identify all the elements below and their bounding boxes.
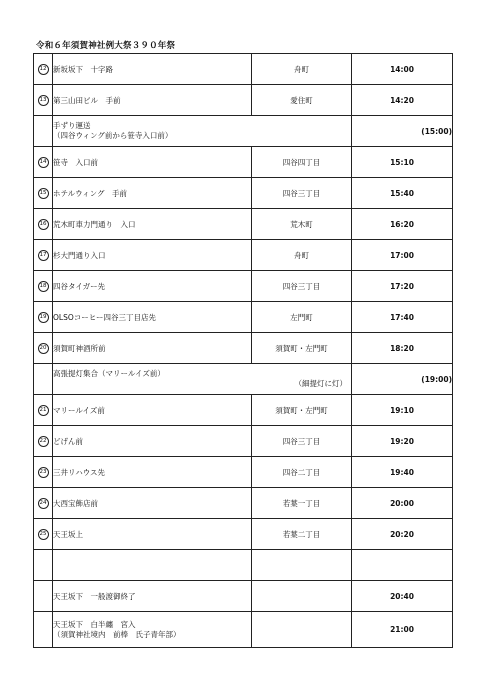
row-number — [34, 612, 53, 648]
table-row — [34, 116, 453, 147]
circled-number: 13 — [38, 95, 49, 106]
row-number — [34, 271, 53, 302]
circled-number: 16 — [38, 219, 49, 230]
place-cell: マリールイズ前 — [53, 395, 252, 426]
area-cell: 四谷二丁目 — [252, 457, 352, 488]
document-title: 令和６年須賀神社例大祭３９０年祭 — [36, 41, 176, 51]
place-subline: （四谷ウィング前から笹寺入口前） — [53, 131, 173, 140]
table-row — [34, 457, 453, 488]
table-row — [34, 333, 453, 364]
table-row — [34, 240, 453, 271]
time-cell: 17:20 — [352, 271, 453, 302]
place-cell: どげん前 — [53, 426, 252, 457]
area-cell: 四谷三丁目 — [252, 178, 352, 209]
place-line: 高張提灯集合（マリールイズ前） — [53, 369, 165, 378]
place-cell — [53, 364, 352, 395]
time-cell: 20:20 — [352, 519, 453, 550]
place-cell — [53, 550, 252, 581]
place-cell: 天王坂上 — [53, 519, 252, 550]
table-row — [34, 209, 453, 240]
table-row — [34, 271, 453, 302]
row-number — [34, 209, 53, 240]
table-row — [34, 519, 453, 550]
circled-number: 14 — [38, 157, 49, 168]
circled-number: 25 — [38, 529, 49, 540]
row-number — [34, 395, 53, 426]
area-cell: 四谷三丁目 — [252, 271, 352, 302]
table-row — [34, 426, 453, 457]
table-row — [34, 395, 453, 426]
area-cell: 若葉一丁目 — [252, 488, 352, 519]
place-cell: 四谷タイガー先 — [53, 271, 252, 302]
time-cell: 14:20 — [352, 85, 453, 116]
area-cell: 舟町 — [252, 240, 352, 271]
place-cell: 新坂坂下 十字路 — [53, 54, 252, 85]
area-cell: 愛住町 — [252, 85, 352, 116]
place-cell: 荒木町車力門通り 入口 — [53, 209, 252, 240]
place-cell — [53, 612, 252, 648]
row-number — [34, 147, 53, 178]
time-cell: 18:20 — [352, 333, 453, 364]
circled-number: 18 — [38, 281, 49, 292]
time-cell: 15:40 — [352, 178, 453, 209]
area-cell: 左門町 — [252, 302, 352, 333]
time-cell: 20:40 — [352, 581, 453, 612]
place-cell: 三井リハウス先 — [53, 457, 252, 488]
area-cell — [252, 581, 352, 612]
place-cell: 天王坂下 一般渡御終了 — [53, 581, 252, 612]
table-row — [34, 85, 453, 116]
area-cell: 若葉二丁目 — [252, 519, 352, 550]
place-cell: 第三山田ビル 手前 — [53, 85, 252, 116]
circled-number: 20 — [38, 343, 49, 354]
area-cell: 四谷四丁目 — [252, 147, 352, 178]
place-subline: （須賀神社境内 前棒 氏子青年部） — [53, 629, 181, 639]
time-cell: 17:40 — [352, 302, 453, 333]
circled-number: 19 — [38, 312, 49, 323]
table-row — [34, 54, 453, 85]
circled-number: 15 — [38, 188, 49, 199]
time-cell: 19:10 — [352, 395, 453, 426]
table-row — [34, 612, 453, 648]
table-row — [34, 147, 453, 178]
place-subline: （細提灯に灯） — [294, 379, 347, 388]
place-cell: OLSOコーヒー四谷三丁目店先 — [53, 302, 252, 333]
area-cell — [252, 612, 352, 648]
row-number — [34, 550, 53, 581]
place-cell: 大西宝飾店前 — [53, 488, 252, 519]
area-cell — [252, 550, 352, 581]
circled-number: 24 — [38, 498, 49, 509]
row-number — [34, 581, 53, 612]
table-row — [34, 581, 453, 612]
time-cell: 21:00 — [352, 612, 453, 648]
row-number — [34, 178, 53, 209]
area-cell: 荒木町 — [252, 209, 352, 240]
place-cell: 須賀町神酒所前 — [53, 333, 252, 364]
row-number — [34, 519, 53, 550]
circled-number: 17 — [38, 250, 49, 261]
schedule-table — [33, 53, 453, 648]
circled-number: 21 — [38, 405, 49, 416]
place-cell: ホテルウィング 手前 — [53, 178, 252, 209]
table-row — [34, 302, 453, 333]
row-number — [34, 457, 53, 488]
table-row — [34, 488, 453, 519]
circled-number: 12 — [38, 64, 49, 75]
row-number — [34, 54, 53, 85]
circled-number: 22 — [38, 436, 49, 447]
table-row — [34, 550, 453, 581]
table-row — [34, 178, 453, 209]
place-line: 天王坂下 白半纏 宮入 — [53, 619, 136, 629]
row-number — [34, 426, 53, 457]
time-cell: 19:20 — [352, 426, 453, 457]
place-cell — [53, 116, 352, 147]
time-cell: 19:40 — [352, 457, 453, 488]
row-number — [34, 364, 53, 395]
place-cell: 杉大門通り入口 — [53, 240, 252, 271]
time-cell: 16:20 — [352, 209, 453, 240]
area-cell: 須賀町・左門町 — [252, 333, 352, 364]
place-line: 手ずり運送 — [53, 121, 91, 130]
area-cell: 四谷三丁目 — [252, 426, 352, 457]
row-number — [34, 333, 53, 364]
area-cell: 須賀町・左門町 — [252, 395, 352, 426]
area-cell: 舟町 — [252, 54, 352, 85]
time-cell: 20:00 — [352, 488, 453, 519]
place-cell: 笹寺 入口前 — [53, 147, 252, 178]
table-row — [34, 364, 453, 395]
row-number — [34, 488, 53, 519]
time-cell: 15:10 — [352, 147, 453, 178]
circled-number: 23 — [38, 467, 49, 478]
time-cell: 14:00 — [352, 54, 453, 85]
time-cell: (19:00) — [352, 364, 453, 395]
row-number — [34, 240, 53, 271]
row-number — [34, 85, 53, 116]
row-number — [34, 116, 53, 147]
time-cell — [352, 550, 453, 581]
time-cell: (15:00) — [352, 116, 453, 147]
time-cell: 17:00 — [352, 240, 453, 271]
row-number — [34, 302, 53, 333]
